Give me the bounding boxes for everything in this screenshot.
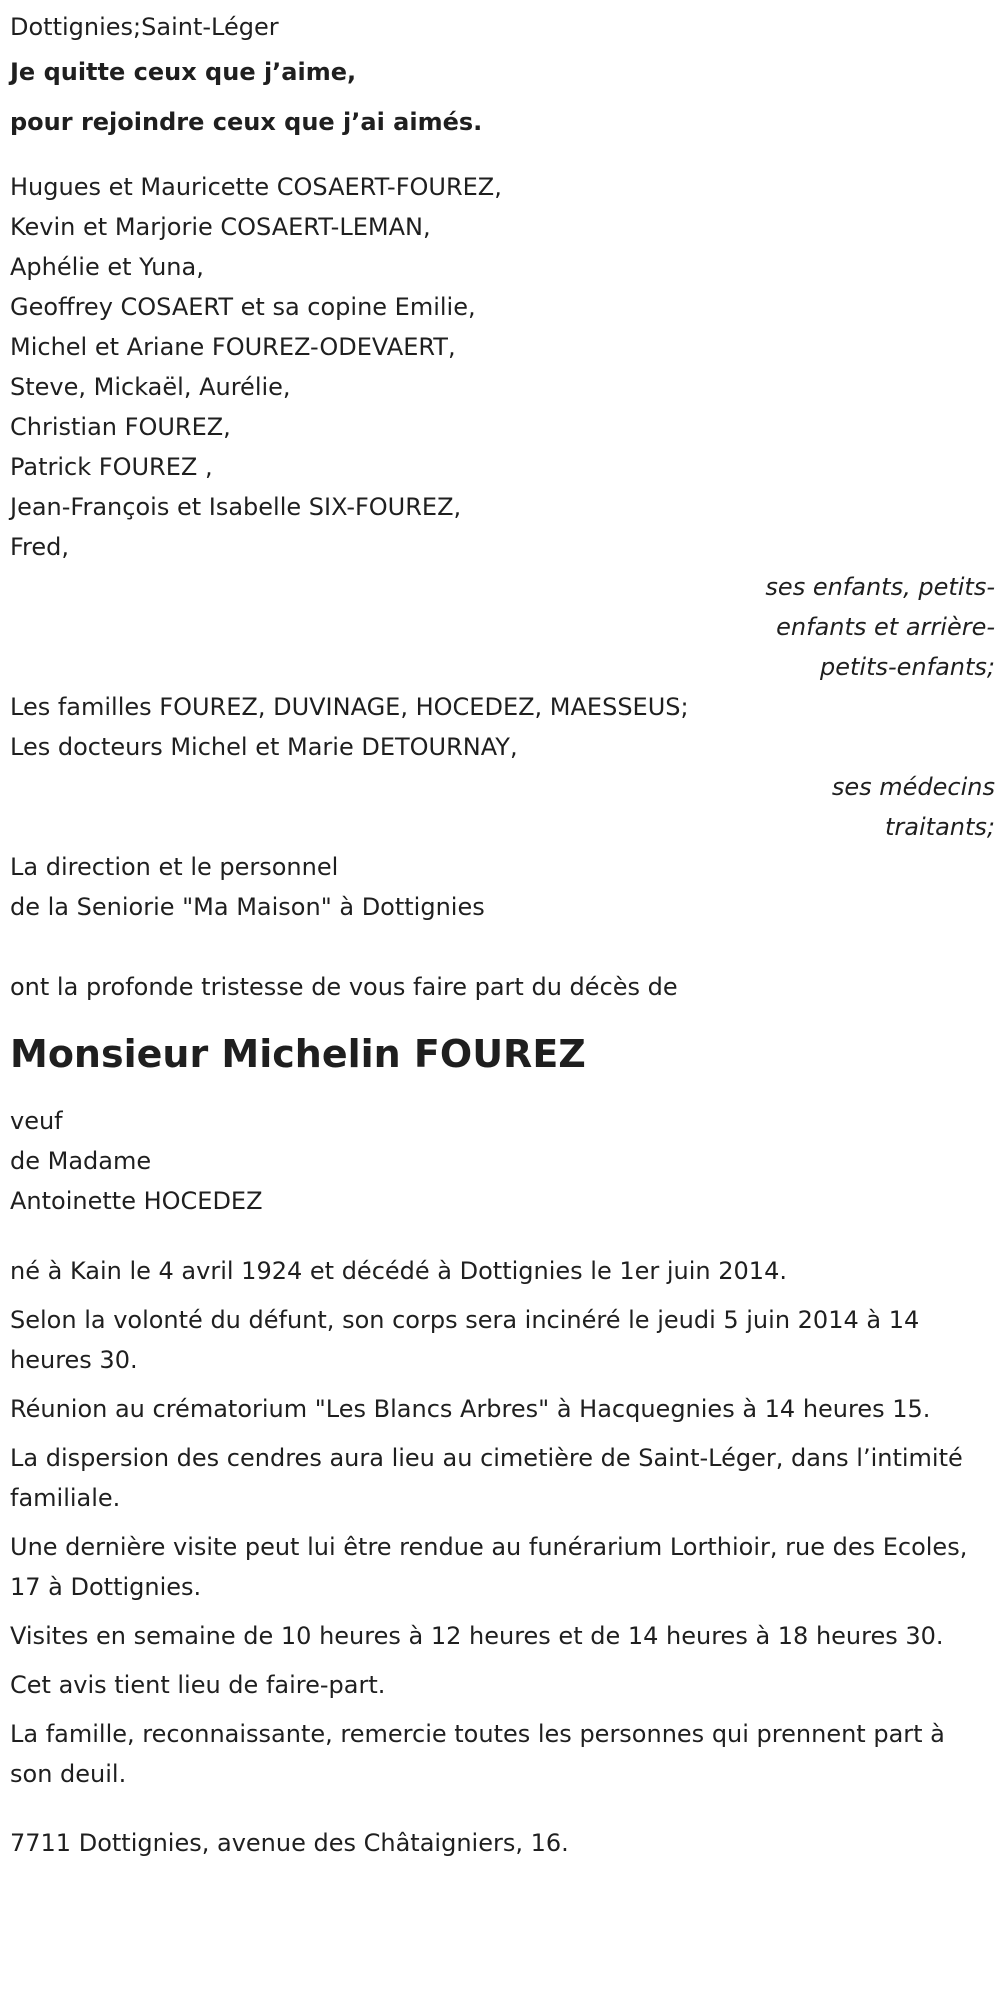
- quote-line-1: Je quitte ceux que j’aime,: [10, 58, 357, 86]
- details-section: [10, 1251, 995, 1794]
- family-member-line: Geoffrey COSAERT et sa copine Emilie,: [10, 293, 476, 321]
- doctor-role-line: ses médecins: [831, 773, 995, 801]
- detail-paragraph: Cet avis tient lieu de faire-part.: [10, 1671, 386, 1699]
- family-member-line: Steve, Mickaël, Aurélie,: [10, 373, 291, 401]
- detail-paragraph: Réunion au crématorium "Les Blancs Arbres" à Hacquegnies à 14 heures 15.: [10, 1395, 931, 1423]
- family-member-line: Kevin et Marjorie COSAERT-LEMAN,: [10, 213, 431, 241]
- deceased-name: Monsieur Michelin FOUREZ: [10, 1032, 586, 1076]
- spouse-line: de Madame: [10, 1147, 152, 1175]
- doctors-role-caption: [10, 767, 995, 847]
- family-member-line: Aphélie et Yuna,: [10, 253, 204, 281]
- relation-caption: [10, 567, 995, 687]
- doctors-line: Les docteurs Michel et Marie DETOURNAY,: [10, 733, 518, 761]
- address-line: 7711 Dottignies, avenue des Châtaigniers, 16.: [10, 1829, 569, 1857]
- announcement-intro: ont la profonde tristesse de vous faire part du décès de: [10, 973, 678, 1001]
- detail-paragraph: Visites en semaine de 10 heures à 12 heures et de 14 heures à 18 heures 30.: [10, 1622, 944, 1650]
- doctor-role-line: traitants;: [885, 813, 995, 841]
- family-member-line: Jean-François et Isabelle SIX-FOUREZ,: [10, 493, 462, 521]
- location-line: Dottignies;Saint-Léger: [10, 13, 279, 41]
- spacer: [10, 1803, 995, 1823]
- family-member-line: Christian FOUREZ,: [10, 413, 231, 441]
- relation-line: petits-enfants;: [820, 653, 995, 681]
- family-member-line: Fred,: [10, 533, 70, 561]
- detail-paragraph: La dispersion des cendres aura lieu au cimetière de Saint-Léger, dans l’intimité familiale.: [10, 1444, 963, 1512]
- relation-line: enfants et arrière-: [776, 613, 995, 641]
- spacer: [10, 147, 995, 167]
- direction-line-1: La direction et le personnel: [10, 853, 339, 881]
- spouse-block: [10, 1101, 995, 1221]
- detail-paragraph: La famille, reconnaissante, remercie toutes les personnes qui prennent part à son deuil.: [10, 1720, 945, 1788]
- spacer: [10, 927, 995, 967]
- family-member-line: Michel et Ariane FOUREZ-ODEVAERT,: [10, 333, 456, 361]
- obituary-notice: [10, 7, 995, 1863]
- relation-line: ses enfants, petits-: [765, 573, 995, 601]
- quote-line-2: pour rejoindre ceux que j’ai aimés.: [10, 108, 483, 136]
- family-member-line: Hugues et Mauricette COSAERT-FOUREZ,: [10, 173, 502, 201]
- spouse-line: Antoinette HOCEDEZ: [10, 1187, 263, 1215]
- spouse-line: veuf: [10, 1107, 63, 1135]
- direction-line-2: de la Seniorie "Ma Maison" à Dottignies: [10, 893, 485, 921]
- families-line: Les familles FOUREZ, DUVINAGE, HOCEDEZ, MAESSEUS;: [10, 693, 689, 721]
- detail-paragraph: Selon la volonté du défunt, son corps sera incinéré le jeudi 5 juin 2014 à 14 heures 30.: [10, 1306, 920, 1374]
- family-member-line: Patrick FOUREZ ,: [10, 453, 213, 481]
- detail-paragraph: Une dernière visite peut lui être rendue au funérarium Lorthioir, rue des Ecoles, 17 à Dottignies.: [10, 1533, 968, 1601]
- family-list: [10, 167, 995, 567]
- detail-paragraph: né à Kain le 4 avril 1924 et décédé à Dottignies le 1er juin 2014.: [10, 1257, 787, 1285]
- spacer: [10, 1221, 995, 1251]
